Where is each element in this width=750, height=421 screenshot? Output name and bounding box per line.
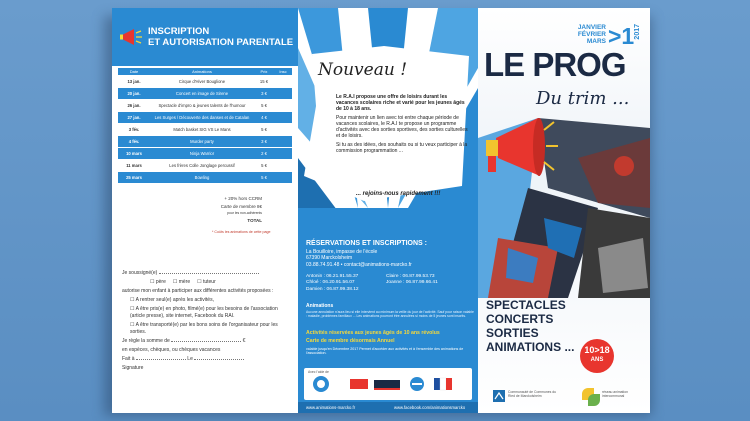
nouveau-heading: Nouveau ! <box>318 60 408 80</box>
date-label: Le <box>187 356 193 362</box>
months-list: JANVIER FÉVRIER MARS <box>577 24 606 45</box>
table-row: 20 jan. Concert en image de Sirene 3 € <box>118 88 292 100</box>
community-logo-icon <box>492 389 506 403</box>
age-badge: 10>18 ANS <box>580 339 614 373</box>
intro-text <box>336 94 468 154</box>
intro-paragraph: Pour maintenir un lien avec toi entre chaque période de vacances scolaires, le R.A.I te propose un programme d'activités avec des sorties sportives, des sorties culturelles et de loisirs. <box>336 115 468 139</box>
option-photo[interactable]: A être pris(e) en photo, filmé(e) pour les besoins de l'association (article presse), site internet, Facebook du RAI. <box>130 306 278 319</box>
partner-logo-icon <box>310 374 332 394</box>
category-item: SPECTACLES <box>486 298 566 312</box>
checkbox-cell[interactable] <box>274 172 292 184</box>
parental-form: Je soussigné(e) ☐ père ☐ mère ☐ tuteur autorise mon enfant à participer aux différentes activités proposées : ☐ A rentrer seul(e) après les activités, ☐ A être pris(e) en photo, filmé(e) pour les besoins de l'association (article presse), site internet, Facebook du RAI. ☐ A être transporté(e) par les bons soins de l'organisateur pour les sorties. Je règle la somme de € en espèces, chèques, ou chèques vacances Fait à Le Signature <box>122 270 290 374</box>
membership-card-note: pour les non-adhérents <box>227 211 262 215</box>
partners-strip <box>304 368 472 400</box>
contact-item: Antonin : 06.21.91.55.37 <box>306 274 359 279</box>
table-row: 25 mars Bowling 5 € <box>118 172 292 184</box>
year-label: 2017 <box>634 24 641 40</box>
website-link[interactable]: www.animations-marcko.fr <box>306 405 356 410</box>
authorize-text: autorise mon enfant à participer aux différentes activités proposées : <box>122 288 274 294</box>
contact-item: Damien : 06.87.99.38.12 <box>306 286 359 292</box>
info-panel <box>298 8 478 413</box>
partners-label: Avec l'aide de <box>308 370 329 374</box>
hors-cc-line: + 20% hors CCRM <box>224 196 262 201</box>
membership-card-line: Carte de membre 8€ <box>220 204 262 209</box>
cover-panel <box>478 8 650 413</box>
animations-text: Aucune annulation n'aura lieu si elle intervient au minimum la veille du jour de l'activité. Sauf pour raison valable : maladie, problèmes familiaux ... Les animations pourront être annulées si moins de 5 jeunes sont inscrits. <box>306 310 474 319</box>
network-logo-icon <box>588 394 600 406</box>
contact-item: Chloé : 06.20.91.56.07 <box>306 280 355 286</box>
checkbox-cell[interactable] <box>274 148 292 160</box>
header-check: Insc <box>274 68 292 76</box>
checkbox-cell[interactable] <box>274 76 292 88</box>
table-row: 4 fév. Murder party 3 € <box>118 136 292 148</box>
checkbox-cell[interactable] <box>274 88 292 100</box>
footer-bar <box>298 402 478 413</box>
photo-collage <box>478 98 650 308</box>
facebook-link[interactable]: www.facebook.com/animationsmarcko <box>394 405 466 410</box>
registration-panel <box>112 8 298 413</box>
age-restriction-line: Activités réservées aux jeunes âgés de 10 ans révolus <box>306 330 440 336</box>
validity-text: valable jusqu'en Décembre 2017 Permet d'accéder aux activités et à l'ensemble des animations de l'association. <box>306 347 464 356</box>
place-label: Fait à <box>122 356 135 362</box>
amount-label: Je règle la somme de <box>122 338 170 344</box>
tuteur-option[interactable]: tuteur <box>202 279 216 285</box>
signature-label: Signature <box>122 365 144 371</box>
reservation-title: RÉSERVATIONS ET INSCRIPTIONS : <box>306 240 427 247</box>
cover-title: LE PROG <box>484 46 626 83</box>
intro-paragraph: Si tu as des idées, des souhaits ou si tu veux participer à la commission programmation ... <box>336 142 468 154</box>
membership-line: Carte de membre désormais Annuel <box>306 338 395 344</box>
name-field[interactable] <box>159 273 259 274</box>
table-row: 27 jan. Les Surges / Découverte des danses et de Catalan 4 € <box>118 112 292 124</box>
reservation-address: La Bouilloire, impasse de l'école 67390 Marckolsheim 03.88.74.91.48 • contact@animations-marcko.fr <box>306 249 412 268</box>
checkbox-cell[interactable] <box>274 124 292 136</box>
date-field[interactable] <box>194 359 244 360</box>
megaphone-icon <box>120 28 142 46</box>
table-row: 10 mars Ninja Warrior 2 € <box>118 148 292 160</box>
checkbox-cell[interactable] <box>274 100 292 112</box>
red-note: * Coûts les animations de cette page <box>212 230 271 234</box>
registration-title: INSCRIPTION ET AUTORISATION PARENTALE <box>148 26 294 48</box>
contact-list <box>306 274 472 293</box>
partner-logo-icon <box>432 374 454 394</box>
table-row: 3 fév. Match basket SIG VS Le Mans 5 € <box>118 124 292 136</box>
contact-item: Joanne : 06.87.99.66.41 <box>386 280 438 286</box>
header-date: Date <box>118 68 150 76</box>
table-row: 13 jan. Cirque d'Hiver Bouglione 15 € <box>118 76 292 88</box>
join-us-text: ... rejoins-nous rapidement !!! <box>356 191 441 197</box>
category-item: SORTIES <box>486 326 539 340</box>
intro-paragraph: Le R.A.I propose une offre de loisirs durant les vacances scolaires riche et varié pour les jeunes âgés de 10 à 18 ans. <box>336 94 465 112</box>
option-transport[interactable]: A être transporté(e) par les bons soins de l'organisateur pour les sorties. <box>130 322 278 335</box>
checkbox-cell[interactable] <box>274 136 292 148</box>
pere-option[interactable]: père <box>155 279 166 285</box>
community-logo-text: Communauté de Communes du Ried de Marckolsheim <box>508 390 557 398</box>
schedule-table <box>118 68 292 184</box>
euro-sign: € <box>242 338 246 344</box>
total-label: TOTAL <box>247 218 262 223</box>
cover-subtitle: Du trim ... <box>536 88 630 109</box>
trimester-number: >1 <box>608 23 635 49</box>
category-item: CONCERTS <box>486 312 554 326</box>
table-row: 26 jan. Spectacle d'impro & jeunes talents de l'humour 5 € <box>118 100 292 112</box>
payment-method-text: en espèces, chèques, ou chèques vacances <box>122 347 221 353</box>
partner-logo-icon <box>406 374 428 394</box>
category-item: ANIMATIONS ... <box>486 340 575 354</box>
table-row: 11 mars Les frères Colle Jonglage percussif 5 € <box>118 160 292 172</box>
contact-item: Claire : 06.87.99.53.73 <box>386 274 435 279</box>
network-logo-text: réseau animation intercommunal <box>602 390 629 398</box>
option-return-alone[interactable]: A rentrer seul(e) après les activités, <box>135 297 214 303</box>
partner-logo-icon <box>348 374 370 394</box>
amount-field[interactable] <box>171 341 241 342</box>
checkbox-cell[interactable] <box>274 160 292 172</box>
place-field[interactable] <box>136 359 186 360</box>
mere-option[interactable]: mère <box>178 279 191 285</box>
category-list <box>486 298 574 354</box>
partner-logo-icon <box>372 374 402 394</box>
header-activity: Animations <box>150 68 254 76</box>
header-price: Prix <box>254 68 274 76</box>
checkbox-cell[interactable] <box>274 112 292 124</box>
animations-title: Animations <box>306 303 334 309</box>
registration-header <box>112 8 298 66</box>
undersigned-label: Je soussigné(e) <box>122 270 158 276</box>
